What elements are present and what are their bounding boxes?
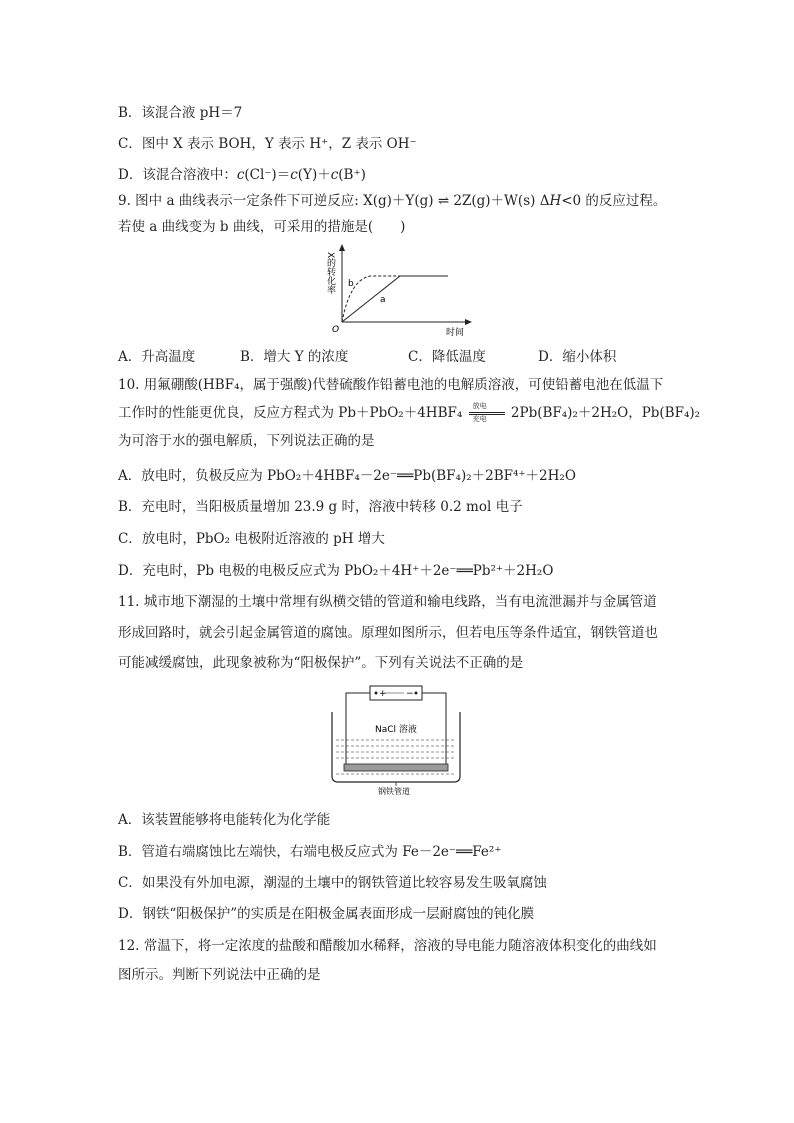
q8-option-d-c3: c [330, 167, 339, 183]
q10-option-b: B．充电时，当阳极质量增加 23.9 g 时，溶液中转移 0.2 mol 电子 [118, 499, 523, 515]
q9-option-d: D．缩小体积 [538, 349, 617, 365]
q9-option-b: B．增大 Y 的浓度 [240, 349, 349, 365]
q10-stem-line2 [118, 404, 700, 422]
q9-curve-b-label: b [348, 279, 354, 289]
q9-stem-part1: 9. 图中 a 曲线表示一定条件下可逆反应: X(g)＋Y(g) [118, 193, 438, 209]
q11-stem-line3: 可能减缓腐蚀，此现象被称为“阳极保护”。下列有关说法不正确的是 [118, 655, 524, 671]
q9-conversion-graph [318, 240, 478, 340]
q9-option-c: C．降低温度 [408, 349, 486, 365]
power-supply-minus-label: − [406, 689, 414, 699]
q10-reaction-arrow [467, 404, 507, 422]
q9-stem-line2: 若使 a 曲线变为 b 曲线，可采用的措施是( ) [118, 219, 406, 235]
q10-stem-part1: 工作时的性能更优良，反应方程式为 Pb＋PbO₂＋4HBF₄ [118, 405, 463, 421]
q11-stem-line1: 11. 城市地下潮湿的土壤中常埋有纵横交错的管道和输电线路，当有电流泄漏并与金属管道 [118, 594, 657, 610]
q8-option-b: B．该混合液 pH＝7 [118, 105, 243, 121]
q9-x-axis-arrow-icon [465, 319, 472, 325]
q8-option-d-c1: c [236, 167, 245, 183]
q9-y-axis-arrow-icon [339, 244, 345, 251]
q10-arrow-discharge-label: 放电 [472, 402, 487, 410]
wire-left [346, 693, 370, 764]
q8-option-d-c2: c [290, 167, 298, 183]
q9-x-axis-label: 时间 [446, 328, 465, 338]
q9-enthalpy-symbol: H [549, 193, 562, 209]
container-vessel [332, 712, 460, 782]
q10-stem-line3: 为可溶于水的强电解质，下列说法正确的是 [118, 433, 375, 449]
q9-stem-line1 [118, 192, 666, 210]
q11-stem-line2: 形成回路时，就会引起金属管道的腐蚀。原理如图所示，但若电压等条件适宜，钢铁管道也 [118, 625, 658, 641]
q9-stem-part3: <0 的反应过程。 [561, 193, 667, 209]
q12-stem-line2: 图所示。判断下列说法中正确的是 [118, 967, 321, 983]
q9-stem-part2: 2Z(g)＋W(s) Δ [449, 193, 550, 209]
steel-pipe-label: 钢铁管道 [378, 787, 410, 796]
q11-option-a: A．该装置能够将电能转化为化学能 [118, 812, 331, 828]
q10-option-a: A．放电时，负极反应为 PbO₂＋4HBF₄－2e⁻══Pb(BF₄)₂＋2BF⁴⁺＋2H₂O [118, 468, 576, 484]
q12-stem-line1: 12. 常温下，将一定浓度的盐酸和醋酸加水稀释，溶液的导电能力随溶液体积变化的曲线如 [118, 938, 657, 954]
equilibrium-arrow-icon: ⇌ [437, 193, 450, 209]
q8-option-c: C．图中 X 表示 BOH，Y 表示 H⁺，Z 表示 OH⁻ [118, 136, 417, 152]
q10-arrow-charge-label: 充电 [472, 415, 487, 423]
q10-option-d: D．充电时，Pb 电极的电极反应式为 PbO₂＋4H⁺＋2e⁻══Pb²⁺＋2H₂O [118, 563, 554, 579]
q11-option-b: B．管道右端腐蚀比左端快，右端电极反应式为 Fe－2e⁻══Fe²⁺ [118, 844, 502, 860]
q9-curve-a-label: a [380, 295, 386, 305]
power-supply-terminal-left [375, 692, 378, 695]
q8-option-d-p1: (Cl⁻)＝ [244, 167, 291, 183]
q10-stem-part2: 2Pb(BF₄)₂＋2H₂O，Pb(BF₄)₂ [510, 405, 701, 421]
q10-arrow-line-top [469, 412, 505, 413]
q8-option-d-p2: (Y)＋ [297, 167, 331, 183]
power-supply-terminal-right [415, 692, 418, 695]
q11-option-d: D．钢铁“阳极保护”的实质是在阳极金属表面形成一层耐腐蚀的钝化膜 [118, 906, 535, 922]
q9-y-axis-label: X的转化率 [325, 252, 335, 295]
nacl-solution-label: NaCl 溶液 [375, 725, 417, 735]
q11-option-c: C．如果没有外加电源，潮湿的土壤中的钢铁管道比较容易发生吸氧腐蚀 [118, 875, 547, 891]
q8-option-d-p3: (B⁺) [338, 167, 366, 183]
q9-option-a: A．升高温度 [118, 349, 196, 365]
q9-origin-label: O [332, 325, 340, 335]
wire-right [422, 693, 446, 764]
q10-stem-line1: 10. 用氟硼酸(HBF₄，属于强酸)代替硫酸作铅蓄电池的电解质溶液，可使铅蓄电池在低温下 [118, 377, 664, 393]
power-supply-plus-label: + [379, 689, 387, 699]
q8-option-d-prefix: D．该混合溶液中： [118, 167, 237, 183]
steel-pipe-icon [344, 764, 448, 771]
q10-option-c: C．放电时，PbO₂ 电极附近溶液的 pH 增大 [118, 531, 385, 547]
q11-electrolysis-diagram [326, 682, 466, 796]
q8-option-d [118, 166, 366, 184]
